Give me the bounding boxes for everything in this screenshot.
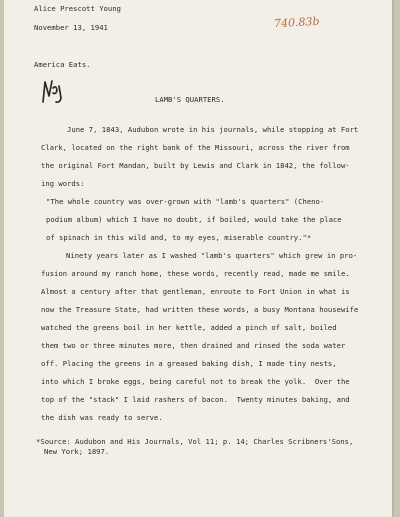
handwritten-initials-mark <box>40 76 64 106</box>
document-title: LAMB'S QUARTERS. <box>155 95 225 104</box>
body-line: top of the "stack" I laid rashers of bacon. Twenty minutes baking, and <box>41 395 350 404</box>
body-line: fusion around my ranch home, these words, recently read, made me smile. <box>41 269 350 278</box>
body-line: ing words: <box>41 179 85 188</box>
footnote-line: New York; 1897. <box>44 447 110 456</box>
footnote-line: *Source: Audubon and His Journals, Vol 11; p. 14; Charles Scribners'Sons, <box>36 437 354 446</box>
body-line: off. Placing the greens in a greased baking dish, I made tiny nests, <box>41 359 337 368</box>
series-label: America Eats. <box>34 60 91 69</box>
quote-line: "The whole country was over-grown with "lamb's quarters" (Cheno- <box>46 197 325 206</box>
quote-line: podium album) which I have no doubt, if boiled, would take the place <box>46 215 342 224</box>
body-line: now the Treasure State, had written these words, a busy Montana housewife <box>41 305 359 314</box>
body-line: Almost a century after that gentleman, enroute to Fort Union in what is <box>41 287 350 296</box>
body-line: Ninety years later as I washed "lamb's quarters" which grew in pro- <box>66 251 358 260</box>
author-name: Alice Prescott Young <box>34 4 121 13</box>
body-line: them two or three minutes more, then drained and rinsed the soda water <box>41 341 346 350</box>
body-line: Clark, located on the right bank of the Missouri, across the river from <box>41 143 350 152</box>
date-line: November 13, 1941 <box>34 23 108 32</box>
body-line: June 7, 1843, Audubon wrote in his journals, while stopping at Fort <box>67 125 359 134</box>
typed-page <box>4 0 392 517</box>
body-line: the dish was ready to serve. <box>41 413 163 422</box>
body-line: the original Fort Mandan, built by Lewis and Clark in 1842, the follow- <box>41 161 350 170</box>
body-line: into which I broke eggs, being careful not to break the yolk. Over the <box>41 377 350 386</box>
handwritten-number: 740.83b <box>273 14 320 31</box>
body-line: watched the greens boil in her kettle, added a pinch of salt, boiled <box>41 323 337 332</box>
quote-line: of spinach in this wild and, to my eyes, miserable country."* <box>46 233 312 242</box>
